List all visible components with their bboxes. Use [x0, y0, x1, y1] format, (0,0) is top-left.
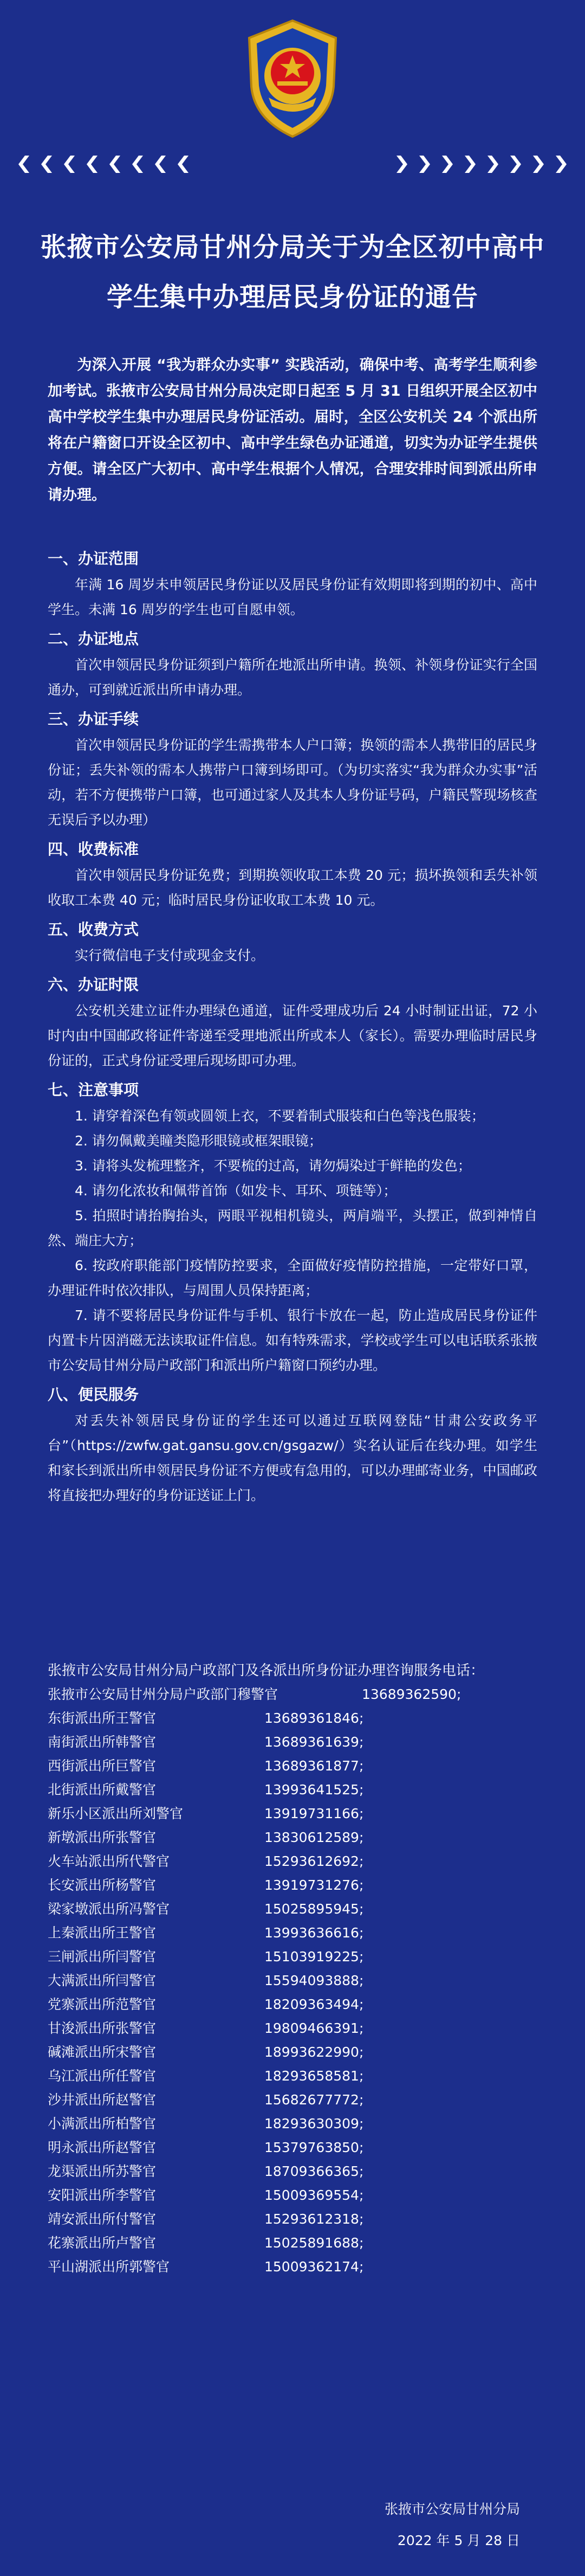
contact-phone: 18209363494;: [264, 1997, 364, 2012]
section-paragraph: 首次申领居民身份证的学生需携带本人户口簿；换领的需本人携带旧的居民身份证；丢失补领的需本人携带户口簿到场即可。（为切实落实“我为群众办实事”活动，若不方便携带户口簿，也可通过家人及其本人身份证号码，户籍民警现场核查无误后予以办理）: [48, 737, 537, 828]
contact-phone: 13689362590;: [362, 1686, 461, 1702]
section-location: [48, 627, 537, 703]
contact-name: 小满派出所柏警官: [48, 2116, 157, 2131]
contact-name: 花寨派出所卢警官: [48, 2235, 157, 2251]
section-heading: 七、注意事项: [48, 1081, 139, 1099]
contact-row: [48, 1945, 537, 1969]
note-item: 7. 请不要将居民身份证件与手机、银行卡放在一起，防止造成居民身份证件内置卡片因消磁无法读取证件信息。如有特殊需求，学校或学生可以电话联系张掖市公安局甘州分局户政部门和派出所户籍窗口预约办理。: [48, 1308, 537, 1373]
contact-phone: 13830612589;: [264, 1830, 364, 1845]
contact-phone: 19809466391;: [264, 2020, 364, 2036]
section-heading: 八、便民服务: [48, 1386, 139, 1403]
contact-name: 东街派出所王警官: [48, 1710, 157, 1726]
contact-row: [48, 2112, 537, 2136]
section-notes: [48, 1078, 537, 1378]
contact-row: [48, 2255, 537, 2279]
section-convenience: [48, 1382, 537, 1508]
section-scope: [48, 546, 537, 622]
section-paragraph: 对丢失补领居民身份证的学生还可以通过互联网登陆“甘肃公安政务平台”（https://zwfw.gat.gansu.gov.cn/gsgazw/）实名认证后在线办理。如学生和家长到派出所申领居民身份证不方便或有急用的，可以办理邮寄业务，中国邮政将直接把办理好的身份证送证上门。: [48, 1413, 537, 1503]
section-heading: 一、办证范围: [48, 550, 139, 568]
chevron-decoration-icon: [106, 154, 121, 174]
contact-row: [48, 2136, 537, 2160]
note-item: 1. 请穿着深色有领或圆领上衣，不要着制式服装和白色等浅色服装；: [75, 1108, 485, 1124]
section-paragraph: 公安机关建立证件办理绿色通道，证件受理成功后 24 小时制证出证，72 小时内由中国邮政将证件寄递至受理地派出所或本人（家长）。需要办理临时居民身份证的，正式身份证受理后现场即可办理。: [48, 1003, 537, 1068]
contact-name: 沙井派出所赵警官: [48, 2092, 157, 2108]
note-item: 6. 按政府职能部门疫情防控要求，全面做好疫情防控措施，一定带好口罩，办理证件时依次排队，与周围人员保持距离；: [48, 1258, 537, 1298]
police-emblem-icon: [238, 16, 347, 141]
contact-heading: 张掖市公安局甘州分局户政部门及各派出所身份证办理咨询服务电话：: [48, 1663, 485, 1679]
contact-name: 龙渠派出所苏警官: [48, 2163, 157, 2179]
contact-phone: 15379763850;: [264, 2140, 364, 2155]
contact-row: [48, 2231, 537, 2255]
contact-row: [48, 1897, 537, 1921]
contact-name: 上秦派出所王警官: [48, 1925, 157, 1941]
contact-phone: 15682677772;: [264, 2092, 364, 2108]
contact-row: [48, 1921, 537, 1945]
contact-phone: 13919731276;: [264, 1877, 364, 1893]
section-fees: [48, 837, 537, 913]
contact-phone: 13689361846;: [264, 1710, 364, 1726]
contact-phone: 13993641525;: [264, 1782, 364, 1798]
contact-phone: 15009362174;: [264, 2259, 364, 2275]
contact-name: 甘浚派出所张警官: [48, 2020, 157, 2036]
note-item: 5. 拍照时请抬胸抬头，两眼平视相机镜头，两肩端平，头摆正，做到神情自然、端庄大方；: [48, 1208, 537, 1248]
contact-phone: 15009369554;: [264, 2187, 364, 2203]
contact-row: [48, 1754, 537, 1778]
contact-name: 碱滩派出所宋警官: [48, 2044, 157, 2060]
chevron-decoration-icon: [509, 154, 524, 174]
contact-name: 北街派出所戴警官: [48, 1782, 157, 1798]
contact-name: 党寨派出所范警官: [48, 1997, 157, 2012]
contact-phone: 18293630309;: [264, 2116, 364, 2131]
contact-phone: 18993622990;: [264, 2044, 364, 2060]
contact-row: [48, 1993, 537, 2017]
contact-phone: 15025891688;: [264, 2235, 364, 2251]
contact-row: [48, 1826, 537, 1850]
chevron-decoration-icon: [441, 154, 456, 174]
chevron-decoration-icon: [15, 154, 30, 174]
signature-org: 张掖市公安局甘州分局: [384, 2501, 520, 2517]
signature-block: [385, 2494, 520, 2556]
contact-phone: 15103919225;: [264, 1949, 364, 1965]
contact-phone: 13689361877;: [264, 1758, 364, 1774]
contact-row: [48, 1730, 537, 1754]
section-heading: 三、办证手续: [48, 710, 139, 728]
chevron-decoration-icon: [38, 154, 53, 174]
contact-phone: 13689361639;: [264, 1734, 364, 1750]
page-title-line1: 张掖市公安局甘州分局关于为全区初中高中: [40, 232, 545, 262]
contact-phone: 15025895945;: [264, 1901, 364, 1917]
contact-name: 平山湖派出所郭警官: [48, 2259, 170, 2275]
contact-name: 乌江派出所任警官: [48, 2068, 157, 2084]
contact-row-hq: [48, 1683, 537, 1706]
contact-phone: 13919731166;: [264, 1806, 364, 1821]
signature-date: 2022 年 5 月 28 日: [397, 2533, 520, 2548]
contact-row: [48, 2160, 537, 2184]
notice-body: [48, 542, 537, 1508]
section-heading: 五、收费方式: [48, 920, 139, 938]
section-heading: 六、办证时限: [48, 976, 139, 994]
note-item: 4. 请勿化浓妆和佩带首饰（如发卡、耳环、项链等）；: [75, 1183, 397, 1199]
chevron-decoration-icon: [395, 154, 411, 174]
contact-row: [48, 2207, 537, 2231]
chevron-decoration-icon: [174, 154, 190, 174]
contact-name: 张掖市公安局甘州分局户政部门穆警官: [48, 1686, 278, 1702]
contact-phone: 15594093888;: [264, 1973, 364, 1988]
contact-phone: 18293658581;: [264, 2068, 364, 2084]
contact-name: 长安派出所杨警官: [48, 1877, 157, 1893]
contact-row: [48, 1706, 537, 1730]
chevron-decoration-icon: [152, 154, 167, 174]
section-paragraph: 年满 16 周岁未申领居民身份证以及居民身份证有效期即将到期的初中、高中学生。未满 16 周岁的学生也可自愿申领。: [48, 577, 537, 617]
chevron-decoration-icon: [532, 154, 547, 174]
chevron-decoration-icon: [486, 154, 502, 174]
contact-name: 靖安派出所付警官: [48, 2211, 157, 2227]
section-heading: 四、收费标准: [48, 840, 139, 858]
contact-row: [48, 1873, 537, 1897]
header-stripe-right: [395, 154, 570, 174]
contact-row: [48, 2064, 537, 2088]
chevron-decoration-icon: [464, 154, 479, 174]
contact-name: 新墩派出所张警官: [48, 1830, 157, 1845]
contact-row: [48, 2184, 537, 2207]
contact-phone: 15293612318;: [264, 2211, 364, 2227]
note-item: 3. 请将头发梳理整齐，不要梳的过高，请勿焗染过于鲜艳的发色；: [75, 1158, 471, 1174]
header-stripe-left: [15, 154, 190, 174]
chevron-decoration-icon: [129, 154, 144, 174]
chevron-decoration-icon: [83, 154, 99, 174]
section-payment: [48, 917, 537, 968]
chevron-decoration-icon: [555, 154, 570, 174]
contact-row: [48, 2017, 537, 2040]
chevron-decoration-icon: [61, 154, 76, 174]
intro-text: 为深入开展 “我为群众办实事” 实践活动，确保中考、高考学生顺利参加考试。张掖市公安局甘州分局决定即日起至 5 月 31 日组织开展全区初中高中学校学生集中办理居民身份证活动。届时，全区公安机关 24 个派出所将在户籍窗口开设全区初中、高中学生绿色办证通道，切实为办证学生提供方便。请全区广大初中、高中学生根据个人情况，合理安排时间到派出所申请办理。: [48, 357, 537, 504]
page-title: [32, 222, 552, 322]
contact-row: [48, 1969, 537, 1993]
contact-phone: 15293612692;: [264, 1853, 364, 1869]
contact-name: 大满派出所闫警官: [48, 1973, 157, 1988]
intro-paragraph: [48, 352, 537, 508]
contact-name: 三闸派出所闫警官: [48, 1949, 157, 1965]
contact-row: [48, 1778, 537, 1802]
contact-name: 西街派出所巨警官: [48, 1758, 157, 1774]
page-title-line2: 学生集中办理居民身份证的通告: [106, 282, 478, 312]
contact-name: 明永派出所赵警官: [48, 2140, 157, 2155]
section-paragraph: 首次申领居民身份证免费；到期换领收取工本费 20 元；损坏换领和丢失补领收取工本费 40 元；临时居民身份证收取工本费 10 元。: [48, 867, 537, 908]
contact-name: 梁家墩派出所冯警官: [48, 1901, 170, 1917]
page-header: [0, 0, 585, 184]
section-paragraph: 实行微信电子支付或现金支付。: [75, 948, 265, 963]
contact-row: [48, 2040, 537, 2064]
contact-name: 安阳派出所李警官: [48, 2187, 157, 2203]
contact-name: 南街派出所韩警官: [48, 1734, 157, 1750]
section-heading: 二、办证地点: [48, 630, 139, 648]
contact-phone: 13993636616;: [264, 1925, 364, 1941]
contact-name: 火车站派出所代警官: [48, 1853, 170, 1869]
contact-row: [48, 2088, 537, 2112]
section-paragraph: 首次申领居民身份证须到户籍所在地派出所申请。换领、补领身份证实行全国通办，可到就近派出所申请办理。: [48, 657, 537, 698]
contact-name: 新乐小区派出所刘警官: [48, 1806, 184, 1821]
contact-list: [48, 1659, 537, 2279]
contact-row: [48, 1802, 537, 1826]
note-item: 2. 请勿佩戴美瞳类隐形眼镜或框架眼镜；: [75, 1133, 322, 1149]
section-time-limit: [48, 973, 537, 1073]
chevron-decoration-icon: [418, 154, 433, 174]
contact-row: [48, 1850, 537, 1873]
contact-phone: 18709366365;: [264, 2163, 364, 2179]
section-procedures: [48, 707, 537, 833]
